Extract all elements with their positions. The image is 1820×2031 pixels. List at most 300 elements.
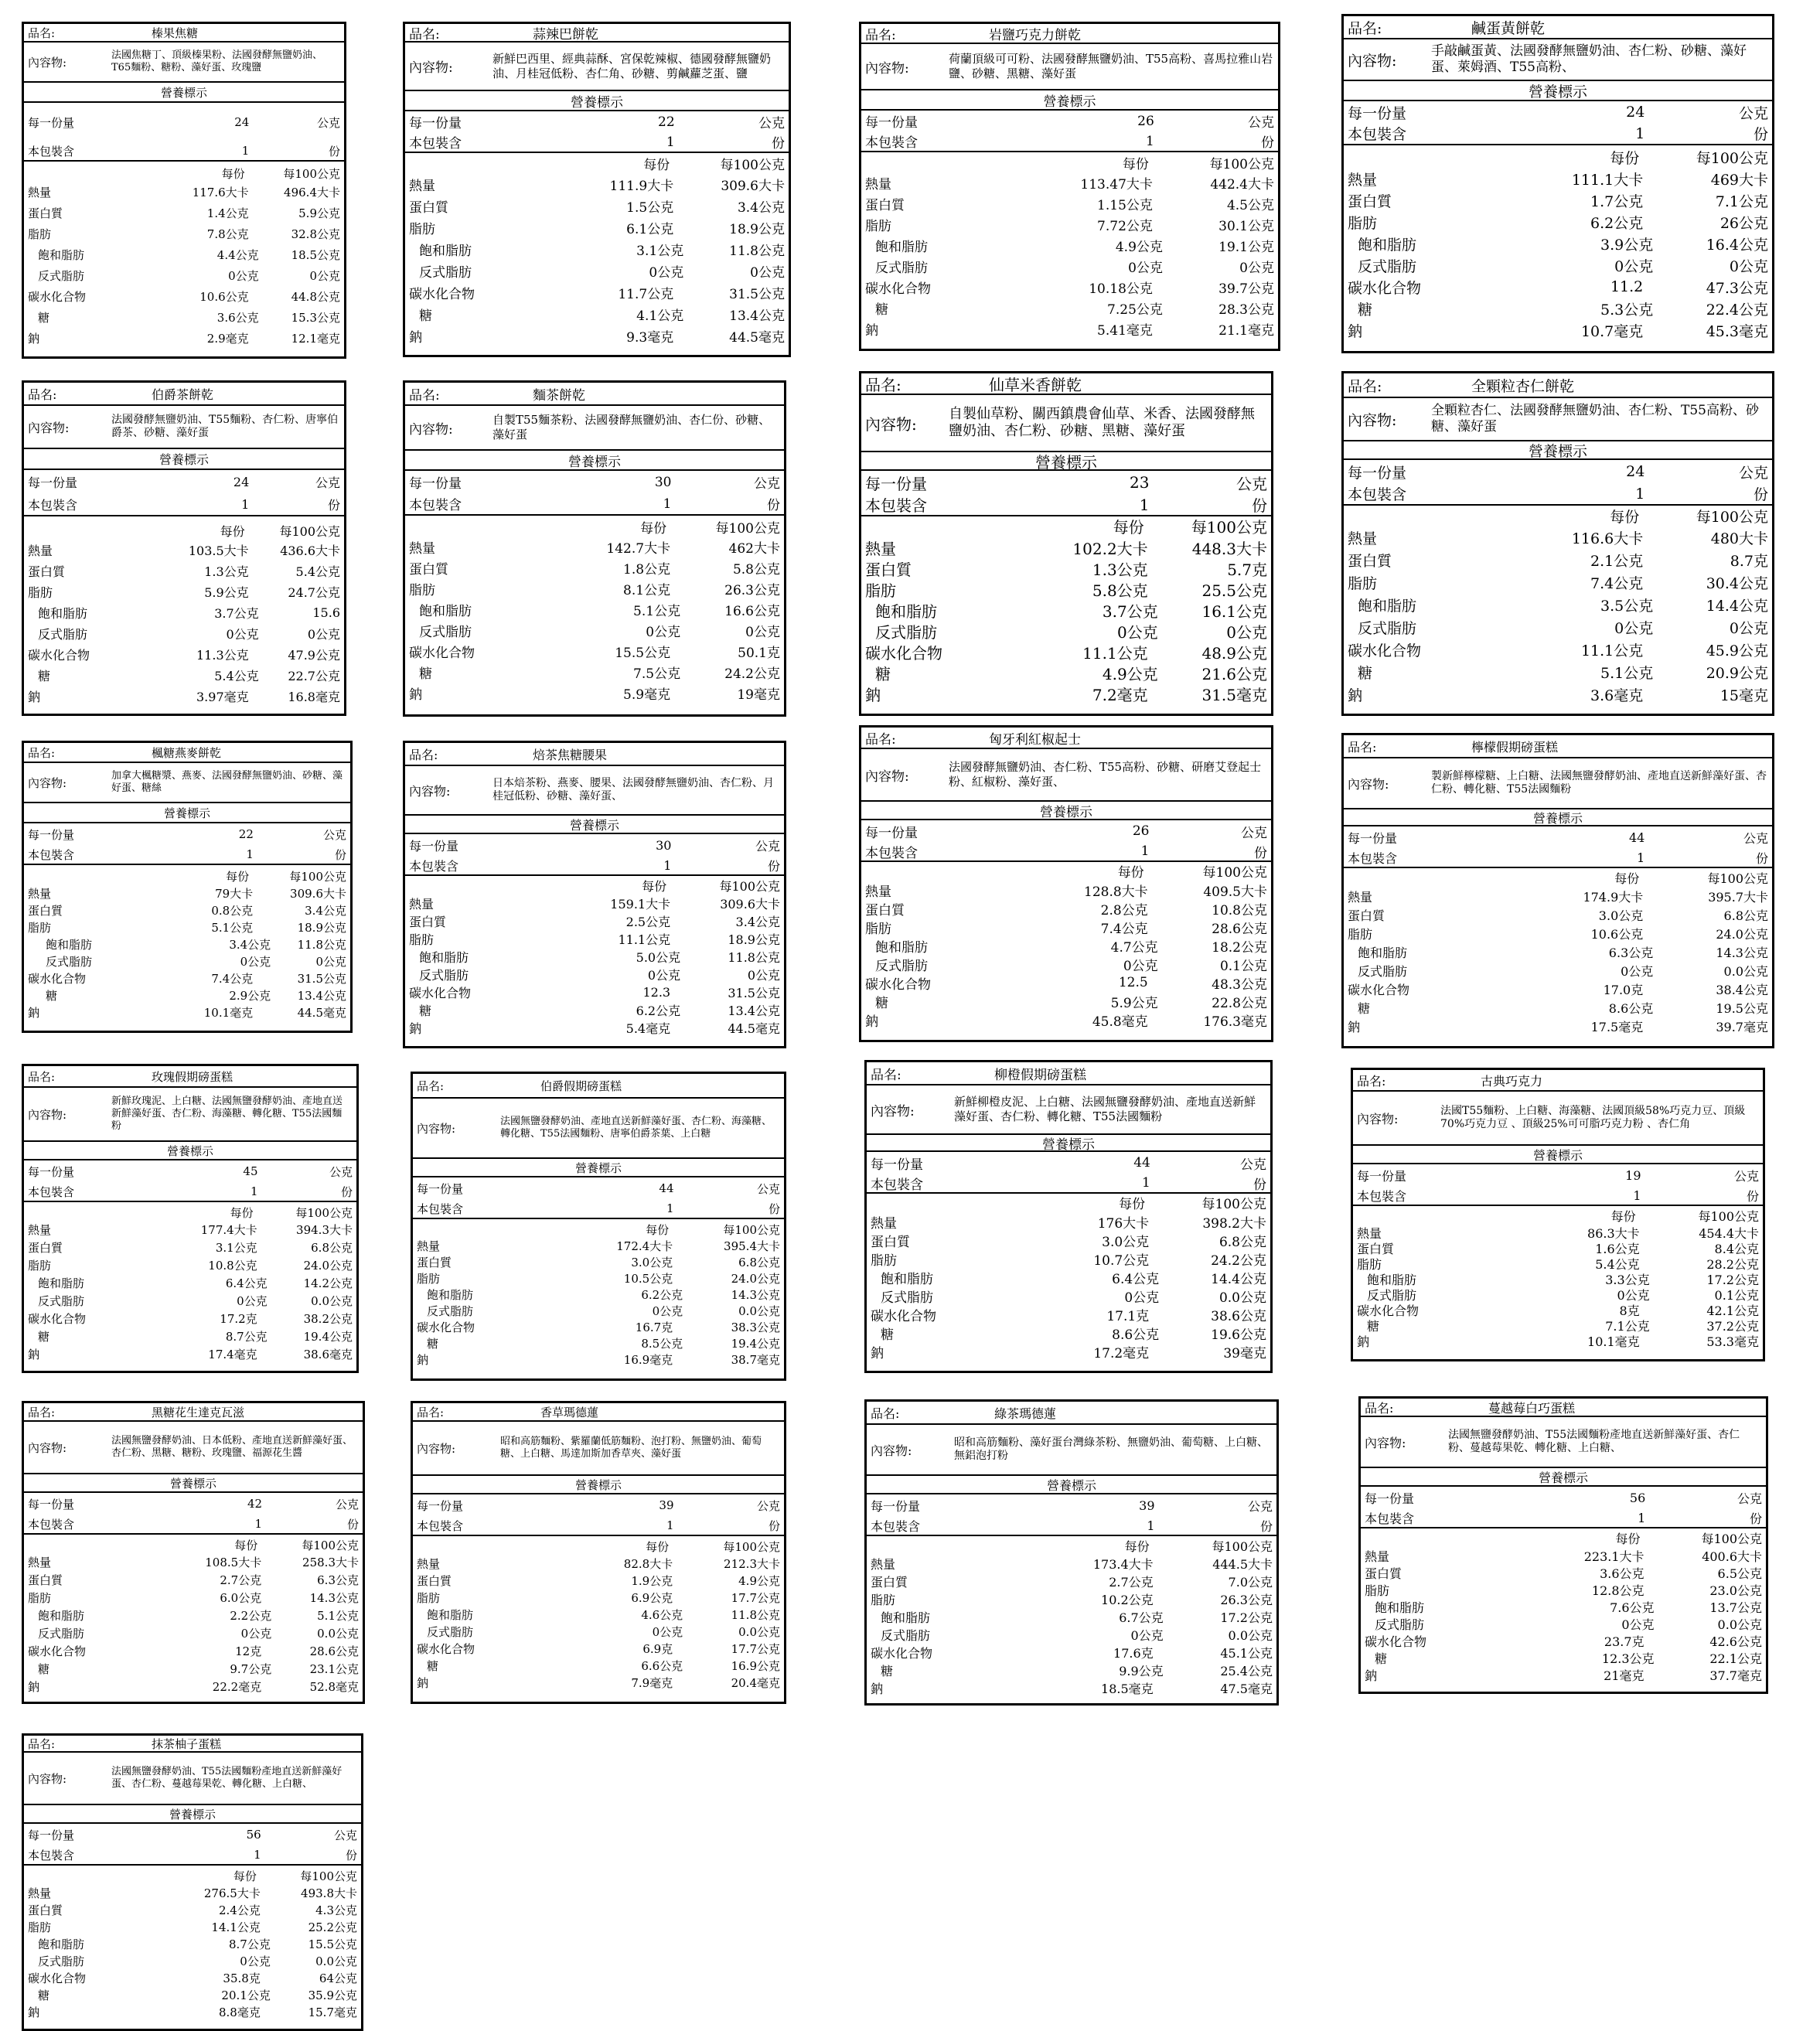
nutrient-per-serving-saturated-fat: 2.2公克	[230, 1609, 272, 1623]
nutrient-label-energy: 熱量	[1357, 1225, 1382, 1241]
nutrient-per-serving-carbohydrate: 12克	[235, 1644, 262, 1658]
nutrition-label-card	[403, 741, 786, 1048]
nutrient-row-protein	[405, 557, 784, 578]
nutrient-row-sugar	[405, 1001, 784, 1019]
servings-per-pack-label: 本包裝含	[1348, 486, 1407, 503]
product-name-row	[1353, 1070, 1763, 1092]
nutrient-label-sugar: 糖	[881, 1664, 894, 1678]
product-name-row	[405, 24, 789, 43]
servings-per-pack-unit: 份	[327, 497, 340, 513]
nutrient-row-energy	[24, 1221, 356, 1239]
ingredients-text: 自製仙草粉、關西鎮農會仙草、米香、法國發酵無鹽奶油、杏仁粉、砂糖、黑糖、藻好蛋	[949, 405, 1255, 439]
nutrition-column-headers	[1344, 506, 1772, 526]
nutrition-label-card	[22, 1733, 363, 2031]
nutrient-per-serving-sugar: 2.9公克	[229, 988, 271, 1003]
nutrient-per-serving-trans-fat: 0公克	[646, 625, 681, 640]
nutrient-label-carbohydrate: 碳水化合物	[409, 286, 475, 302]
nutrient-per-100g-protein: 6.5公克	[1717, 1566, 1762, 1581]
servings-per-pack-unit: 份	[340, 1184, 353, 1199]
nutrient-per-serving-carbohydrate: 15.5公克	[615, 646, 671, 661]
serving-size-unit: 公克	[756, 1181, 780, 1196]
nutrient-label-protein: 蛋白質	[1348, 908, 1385, 923]
nutrient-row-trans-fat	[861, 256, 1278, 277]
serving-size-label: 每一份量	[865, 825, 918, 841]
serving-size-row	[24, 103, 344, 141]
nutrient-row-saturated-fat	[24, 1935, 361, 1952]
nutrient-row-carbohydrate	[413, 1319, 784, 1335]
product-name-label: 品名:	[28, 745, 56, 760]
servings-per-pack-label: 本包裝含	[417, 1518, 464, 1533]
serving-size-value: 45	[243, 1164, 258, 1178]
nutrient-per-serving-energy: 103.5大卡	[188, 544, 249, 558]
nutrient-per-100g-sodium: 12.1毫克	[291, 332, 340, 346]
servings-per-pack-row	[1344, 123, 1772, 145]
nutrient-row-sodium	[24, 1345, 356, 1363]
nutrient-label-protein: 蛋白質	[417, 1256, 452, 1269]
servings-per-pack-value: 1	[254, 1517, 263, 1531]
nutrient-per-100g-saturated-fat: 5.1公克	[317, 1609, 359, 1623]
nutrient-per-100g-sodium: 38.7毫克	[731, 1353, 780, 1367]
nutrient-per-100g-sugar: 19.6公克	[1211, 1327, 1266, 1343]
nutrient-per-serving-fat: 7.72公克	[1097, 219, 1153, 234]
product-name-row	[24, 743, 350, 763]
nutrient-per-100g-energy: 395.7大卡	[1708, 889, 1768, 905]
serving-size-value: 56	[246, 1828, 261, 1842]
nutrition-column-headers	[24, 162, 344, 182]
nutrient-row-protein	[1361, 1564, 1766, 1581]
product-name: 仙草米香餅乾	[989, 375, 1082, 394]
nutrient-per-100g-carbohydrate: 38.4公克	[1716, 982, 1768, 997]
nutrient-per-serving-sodium: 16.9毫克	[623, 1353, 673, 1367]
nutrient-row-sugar	[867, 1324, 1270, 1342]
nutrient-per-serving-saturated-fat: 3.7公克	[214, 606, 259, 621]
nutrient-per-100g-sugar: 37.2公克	[1706, 1318, 1759, 1334]
nutrient-label-fat: 脂肪	[28, 585, 53, 600]
nutrient-per-100g-saturated-fat: 16.4公克	[1706, 236, 1768, 254]
nutrient-label-carbohydrate: 碳水化合物	[409, 646, 475, 661]
nutrient-per-serving-protein: 1.3公克	[204, 564, 249, 579]
nutrient-per-100g-protein: 3.4公克	[735, 915, 780, 929]
nutrient-row-fat	[1344, 211, 1772, 233]
nutrient-row-trans-fat	[861, 955, 1271, 973]
nutrient-row-sugar	[1361, 1649, 1766, 1666]
nutrient-per-serving-fat: 5.9公克	[204, 585, 249, 600]
nutrient-row-sodium	[413, 1674, 784, 1691]
nutrient-row-carbohydrate	[1344, 276, 1772, 298]
nutrient-per-100g-sugar: 13.4公克	[728, 1004, 780, 1018]
column-per-100g: 每100公克	[300, 1869, 357, 1883]
nutrient-per-serving-fat: 14.1公克	[211, 1920, 261, 1934]
serving-size-label: 每一份量	[1348, 104, 1407, 122]
serving-size-row	[861, 820, 1271, 842]
nutrient-per-100g-carbohydrate: 31.5公克	[297, 971, 346, 986]
nutrient-per-100g-trans-fat: 0公克	[1729, 620, 1768, 637]
nutrient-label-sodium: 鈉	[865, 686, 881, 704]
nutrient-row-sodium	[861, 683, 1271, 704]
servings-per-pack-unit: 份	[767, 498, 780, 513]
nutrient-label-sugar: 糖	[875, 302, 888, 318]
nutrition-title: 營養標示	[867, 1476, 1276, 1494]
nutrient-row-carbohydrate	[861, 277, 1278, 298]
nutrient-per-100g-fat: 24.7公克	[288, 585, 340, 600]
nutrient-row-sodium	[861, 319, 1278, 339]
nutrient-per-100g-saturated-fat: 14.4公克	[1706, 598, 1768, 615]
nutrient-row-protein	[1353, 1240, 1763, 1256]
product-name: 麵茶餅乾	[533, 387, 585, 404]
serving-size-row	[861, 111, 1278, 131]
nutrient-per-serving-protein: 2.4公克	[218, 1903, 261, 1917]
nutrient-per-100g-saturated-fat: 15.5公克	[308, 1937, 357, 1951]
nutrient-per-serving-trans-fat: 0公克	[1614, 257, 1654, 275]
nutrient-label-sugar: 糖	[881, 1327, 894, 1343]
nutrient-per-100g-sodium: 16.8毫克	[288, 690, 340, 704]
nutrient-row-carbohydrate	[24, 286, 344, 307]
servings-per-pack-label: 本包裝含	[1357, 1188, 1407, 1204]
nutrient-label-saturated-fat: 飽和脂肪	[38, 1276, 85, 1290]
nutrient-row-trans-fat	[24, 952, 350, 969]
nutrient-per-serving-sugar: 5.9公克	[1110, 995, 1158, 1011]
product-name-row	[1344, 16, 1772, 39]
nutrition-label-card	[22, 1401, 365, 1704]
nutrient-per-100g-fat: 26.3公克	[724, 583, 780, 598]
nutrient-per-100g-carbohydrate: 42.6公克	[1709, 1634, 1762, 1649]
nutrient-row-energy	[861, 172, 1278, 193]
nutrient-row-fat	[24, 918, 350, 935]
nutrient-per-serving-carbohydrate: 11.3公克	[196, 648, 249, 663]
nutrient-row-fat	[1361, 1581, 1766, 1598]
nutrient-row-sugar	[861, 663, 1271, 683]
nutrient-per-serving-saturated-fat: 6.7公克	[1119, 1610, 1164, 1625]
nutrient-row-carbohydrate	[1344, 639, 1772, 661]
serving-size-row	[413, 1177, 784, 1199]
nutrient-per-100g-carbohydrate: 31.5公克	[729, 286, 785, 302]
nutrient-per-100g-fat: 30.4公克	[1706, 575, 1768, 592]
nutrient-row-protein	[24, 901, 350, 918]
column-per-serving: 每份	[646, 1223, 670, 1237]
nutrient-label-sugar: 糖	[38, 1662, 50, 1676]
product-name-label: 品名:	[1365, 1400, 1394, 1416]
nutrient-per-serving-fat: 6.1公克	[626, 221, 674, 237]
nutrient-row-trans-fat	[413, 1303, 784, 1319]
servings-per-pack-value: 1	[663, 857, 672, 873]
column-per-100g: 每100公克	[723, 1540, 780, 1554]
serving-size-value: 44	[1133, 1155, 1150, 1171]
nutrient-per-serving-carbohydrate: 23.7克	[1604, 1634, 1644, 1649]
servings-per-pack-row	[1344, 483, 1772, 506]
ingredients-row	[1361, 1417, 1766, 1468]
nutrient-label-fat: 脂肪	[28, 227, 52, 241]
nutrient-row-fat	[24, 1256, 356, 1274]
serving-size-unit: 公克	[1247, 1498, 1273, 1514]
nutrient-per-100g-sugar: 23.1公克	[309, 1662, 359, 1676]
nutrient-label-carbohydrate: 碳水化合物	[417, 1641, 475, 1656]
nutrition-column-headers	[1353, 1206, 1763, 1225]
product-name-row	[24, 383, 344, 406]
nutrition-label-card	[864, 1060, 1273, 1373]
nutrient-row-sodium	[24, 2003, 361, 2020]
nutrient-label-sodium: 鈉	[417, 1675, 429, 1690]
nutrient-per-100g-fat: 24.0公克	[731, 1272, 780, 1286]
nutrition-label-card	[22, 1064, 359, 1373]
nutrient-per-serving-trans-fat: 0公克	[1124, 1290, 1160, 1306]
servings-per-pack-value: 1	[250, 1184, 258, 1198]
nutrition-title: 營養標示	[405, 816, 784, 834]
nutrient-per-100g-sugar: 22.1公克	[1709, 1651, 1762, 1666]
serving-size-row	[413, 1494, 784, 1516]
product-name: 匈牙利紅椒起士	[989, 731, 1081, 748]
nutrient-per-serving-carbohydrate: 35.8克	[223, 1971, 261, 1985]
nutrient-label-sodium: 鈉	[28, 1348, 40, 1361]
servings-per-pack-unit: 份	[1252, 496, 1267, 515]
nutrient-per-serving-saturated-fat: 4.7公克	[1110, 939, 1158, 956]
servings-per-pack-value: 1	[1635, 124, 1645, 142]
nutrient-per-serving-protein: 3.1公克	[215, 1241, 257, 1255]
servings-per-pack-label: 本包裝含	[28, 1848, 75, 1862]
nutrition-label-card	[403, 22, 791, 357]
nutrient-per-serving-carbohydrate: 11.1公克	[1082, 644, 1148, 663]
product-name-row	[405, 383, 784, 406]
ingredients-label: 內容物:	[28, 55, 67, 70]
serving-size-value: 56	[1629, 1490, 1646, 1505]
nutrient-per-100g-saturated-fat: 18.2公克	[1212, 939, 1267, 956]
nutrient-per-100g-saturated-fat: 13.7公克	[1709, 1600, 1762, 1615]
nutrient-row-trans-fat	[24, 1292, 356, 1310]
nutrient-row-fat	[24, 581, 344, 602]
serving-size-row	[867, 1152, 1270, 1174]
product-name-label: 品名:	[28, 1069, 56, 1084]
serving-size-unit: 公克	[335, 1497, 359, 1511]
nutrient-per-100g-sodium: 53.3毫克	[1706, 1334, 1759, 1349]
nutrition-column-headers	[1344, 868, 1772, 887]
nutrient-per-serving-trans-fat: 0公克	[1614, 620, 1654, 637]
nutrient-per-serving-sodium: 7.9毫克	[631, 1675, 673, 1690]
product-name-label: 品名:	[871, 1406, 900, 1421]
product-name-label: 品名:	[28, 26, 56, 40]
nutrient-per-serving-sugar: 6.6公克	[641, 1658, 683, 1673]
nutrient-per-100g-protein: 8.7克	[1730, 553, 1768, 570]
nutrient-row-fat	[405, 578, 784, 599]
nutrient-per-100g-sugar: 28.3公克	[1218, 302, 1274, 318]
serving-size-unit: 公克	[1738, 464, 1768, 482]
product-name: 玫瑰假期磅蛋糕	[152, 1069, 233, 1084]
ingredients-label: 內容物:	[28, 1771, 67, 1786]
nutrient-row-sodium	[1344, 319, 1772, 341]
nutrient-per-100g-protein: 3.4公克	[305, 903, 346, 918]
nutrient-per-100g-carbohydrate: 50.1克	[738, 646, 780, 661]
servings-per-pack-row	[24, 845, 350, 865]
ingredients-text: 手敲鹹蛋黃、法國發酵無鹽奶油、杏仁粉、砂糖、藻好蛋、萊姆酒、T55高粉、	[1431, 43, 1747, 75]
nutrient-per-serving-trans-fat: 0公克	[240, 1627, 272, 1641]
nutrient-per-100g-saturated-fat: 16.1公克	[1201, 602, 1267, 621]
column-per-serving: 每份	[1124, 1539, 1150, 1554]
nutrient-per-100g-fat: 18.9公克	[728, 932, 780, 947]
nutrient-label-fat: 脂肪	[865, 219, 891, 234]
nutrient-per-serving-sodium: 45.8毫克	[1092, 1014, 1148, 1030]
nutrient-per-100g-energy: 448.3大卡	[1191, 540, 1267, 558]
nutrient-per-serving-sugar: 5.3公克	[1600, 301, 1654, 319]
ingredients-text: 法國無鹽發酵奶油、T55法國麵粉產地直送新鮮藻好蛋、杏仁粉、蔓越莓果乾、轉化糖、上白糖、	[111, 1765, 343, 1790]
nutrient-per-100g-trans-fat: 0.0公克	[1717, 1617, 1762, 1632]
serving-size-value: 39	[1139, 1498, 1155, 1513]
nutrient-per-serving-sodium: 17.2毫克	[1093, 1345, 1150, 1361]
ingredients-label: 內容物:	[409, 60, 453, 76]
nutrient-per-100g-fat: 32.8公克	[291, 227, 340, 241]
nutrition-column-headers	[24, 1202, 356, 1221]
ingredients-text: 法國T55麵粉、上白糖、海藻糖、法國頂級58%巧克力豆、頂級70%巧克力豆 、頂級25%可可脂巧克力粉 、杏仁角	[1440, 1104, 1746, 1130]
servings-per-pack-label: 本包裝含	[865, 845, 918, 861]
serving-size-label: 每一份量	[1348, 830, 1398, 846]
nutrient-per-100g-energy: 444.5大卡	[1212, 1557, 1273, 1572]
ingredients-label: 內容物:	[417, 1121, 456, 1136]
serving-size-value: 24	[234, 115, 250, 129]
nutrient-row-energy	[24, 540, 344, 561]
nutrient-per-serving-energy: 128.8大卡	[1084, 884, 1148, 900]
nutrient-row-sodium	[861, 1010, 1271, 1029]
column-per-serving: 每份	[220, 524, 245, 539]
product-name-row	[24, 1403, 363, 1422]
nutrient-per-100g-fat: 24.0公克	[1716, 926, 1768, 942]
nutrient-per-100g-protein: 6.8公克	[738, 1256, 780, 1269]
servings-per-pack-row	[1353, 1186, 1763, 1206]
serving-size-unit: 公克	[315, 475, 340, 490]
nutrient-per-serving-sodium: 10.1毫克	[203, 1005, 254, 1020]
nutrient-per-100g-trans-fat: 0.0公克	[311, 1294, 353, 1308]
nutrient-per-100g-sodium: 176.3毫克	[1203, 1014, 1267, 1030]
nutrient-label-saturated-fat: 飽和脂肪	[46, 937, 93, 952]
product-name-row	[24, 1066, 356, 1088]
nutrient-row-protein	[24, 1239, 356, 1256]
nutrient-per-serving-trans-fat: 0公克	[226, 627, 259, 642]
nutrient-per-100g-saturated-fat: 11.8公克	[297, 937, 346, 952]
nutrient-per-serving-sugar: 6.2公克	[636, 1004, 681, 1018]
nutrient-row-saturated-fat	[861, 600, 1271, 621]
nutrient-label-energy: 熱量	[865, 884, 891, 900]
nutrient-per-serving-energy: 142.7大卡	[606, 541, 671, 557]
nutrient-per-100g-carbohydrate: 38.6公克	[1211, 1308, 1266, 1324]
nutrient-row-sodium	[867, 1342, 1270, 1361]
nutrient-per-100g-energy: 309.6大卡	[721, 178, 785, 194]
nutrient-per-100g-sodium: 44.5毫克	[729, 329, 785, 346]
nutrient-row-fat	[1344, 571, 1772, 594]
servings-per-pack-label: 本包裝含	[28, 144, 75, 158]
nutrient-label-trans-fat: 反式脂肪	[1358, 620, 1417, 637]
nutrient-row-sugar	[861, 992, 1271, 1010]
nutrient-per-100g-sodium: 21.1毫克	[1218, 323, 1274, 339]
nutrient-row-carbohydrate	[867, 1305, 1270, 1324]
column-per-serving: 每份	[233, 1869, 257, 1883]
nutrition-title: 營養標示	[1344, 441, 1772, 460]
nutrient-per-serving-trans-fat: 0公克	[1116, 623, 1158, 642]
ingredients-label: 內容物:	[28, 1107, 67, 1122]
column-per-serving: 每份	[643, 158, 670, 173]
nutrient-row-fat	[1344, 924, 1772, 942]
nutrient-per-100g-sugar: 22.4公克	[1706, 301, 1768, 319]
nutrition-title: 營養標示	[1344, 81, 1772, 101]
nutrient-label-protein: 蛋白質	[1348, 553, 1392, 570]
nutrient-per-100g-saturated-fat: 15.6	[312, 605, 340, 620]
nutrient-label-carbohydrate: 碳水化合物	[28, 1971, 87, 1985]
nutrient-label-carbohydrate: 碳水化合物	[417, 1320, 475, 1334]
nutrient-per-100g-trans-fat: 0公克	[309, 269, 340, 283]
nutrient-label-fat: 脂肪	[1365, 1583, 1390, 1598]
column-per-serving: 每份	[226, 870, 250, 884]
ingredients-text: 昭和高筋麵粉、藻好蛋台灣綠茶粉、無鹽奶油、葡萄糖、上白糖、無鋁泡打粉	[954, 1436, 1268, 1462]
nutrient-row-sugar	[413, 1335, 784, 1351]
nutrient-label-fat: 脂肪	[865, 921, 891, 937]
product-name-label: 品名:	[28, 387, 57, 402]
nutrient-row-saturated-fat	[867, 1608, 1276, 1626]
servings-per-pack-value: 1	[1139, 495, 1150, 514]
nutrient-label-protein: 蛋白質	[1365, 1566, 1402, 1581]
nutrient-row-protein	[867, 1231, 1270, 1249]
nutrient-per-serving-sodium: 17.5毫克	[1590, 1019, 1644, 1034]
nutrient-label-sodium: 鈉	[28, 690, 41, 704]
nutrient-per-100g-fat: 24.2公克	[1211, 1252, 1266, 1269]
product-name-row	[24, 1736, 361, 1753]
ingredients-text: 新鮮柳橙皮泥、上白糖、法國無鹽發酵奶油、產地直送新鮮藻好蛋、杏仁粉、轉化糖、T55法國麵粉	[954, 1095, 1256, 1123]
nutrient-label-fat: 脂肪	[417, 1272, 441, 1286]
column-per-100g: 每100公克	[289, 870, 346, 884]
nutrient-label-sodium: 鈉	[1348, 322, 1363, 340]
nutrient-per-serving-sodium: 18.5毫克	[1101, 1682, 1154, 1696]
nutrient-per-100g-sodium: 38.6毫克	[303, 1348, 353, 1361]
serving-size-unit: 公克	[756, 1498, 780, 1513]
serving-size-label: 每一份量	[1365, 1491, 1415, 1506]
nutrient-label-sugar: 糖	[38, 1988, 50, 2002]
nutrient-label-sodium: 鈉	[865, 323, 878, 339]
servings-per-pack-label: 本包裝含	[1348, 126, 1407, 143]
nutrient-row-protein	[24, 1901, 361, 1918]
nutrient-label-protein: 蛋白質	[28, 903, 63, 918]
nutrient-per-100g-trans-fat: 0.0公克	[1218, 1290, 1266, 1306]
nutrient-per-100g-energy: 400.6大卡	[1702, 1549, 1762, 1564]
servings-per-pack-value: 1	[1637, 850, 1645, 865]
nutrient-per-serving-sodium: 22.2毫克	[212, 1680, 262, 1694]
nutrient-row-energy	[1344, 526, 1772, 549]
serving-size-value: 44	[659, 1181, 674, 1195]
nutrient-label-fat: 脂肪	[409, 221, 435, 237]
nutrient-per-serving-energy: 116.6大卡	[1571, 530, 1644, 547]
nutrition-title: 營養標示	[861, 802, 1271, 820]
serving-size-row	[861, 471, 1271, 494]
nutrient-row-trans-fat	[1344, 961, 1772, 980]
ingredients-label: 內容物:	[28, 1440, 67, 1455]
nutrient-label-trans-fat: 反式脂肪	[419, 264, 472, 281]
nutrient-per-100g-trans-fat: 0.1公克	[1219, 958, 1267, 974]
nutrient-label-protein: 蛋白質	[28, 1241, 63, 1255]
product-name-label: 品名:	[865, 731, 896, 748]
servings-per-pack-label: 本包裝含	[28, 847, 75, 862]
nutrient-per-100g-protein: 4.9公克	[738, 1573, 780, 1588]
nutrient-per-100g-sugar: 21.6公克	[1201, 665, 1267, 683]
nutrient-per-serving-trans-fat: 0公克	[652, 1304, 683, 1318]
ingredients-row	[861, 749, 1271, 802]
nutrient-label-protein: 蛋白質	[409, 562, 448, 578]
nutrition-title: 營養標示	[861, 90, 1278, 111]
nutrient-per-serving-saturated-fat: 4.4公克	[216, 248, 259, 262]
serving-size-row	[867, 1494, 1276, 1516]
nutrient-label-saturated-fat: 飽和脂肪	[1367, 1272, 1417, 1287]
nutrient-per-serving-saturated-fat: 3.1公克	[636, 243, 684, 259]
nutrient-label-sugar: 糖	[38, 311, 50, 325]
ingredients-label: 內容物:	[871, 1103, 915, 1119]
servings-per-pack-value: 1	[1140, 843, 1150, 859]
serving-size-label: 每一份量	[28, 115, 75, 130]
nutrient-per-serving-saturated-fat: 6.3公克	[1608, 945, 1654, 960]
nutrient-row-trans-fat	[405, 966, 784, 983]
nutrient-label-protein: 蛋白質	[865, 198, 905, 213]
ingredients-label: 內容物:	[28, 420, 70, 435]
